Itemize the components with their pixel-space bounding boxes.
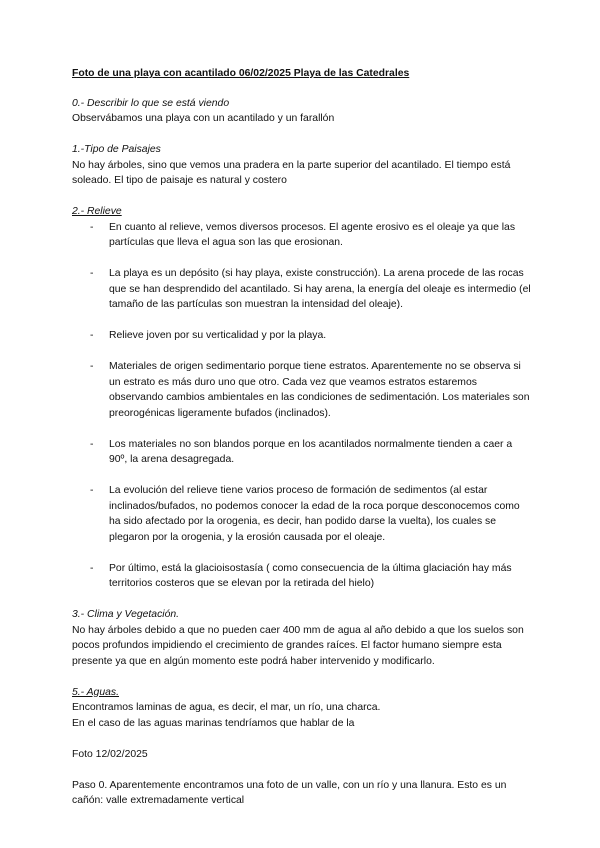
- section-aguas: [72, 685, 532, 732]
- bullet-dash: -: [90, 438, 94, 450]
- section-heading: 0.- Describir lo que se está viendo: [72, 97, 230, 109]
- section-heading: 2.- Relieve: [72, 206, 122, 217]
- relieve-list: [72, 220, 532, 592]
- bullet-dash: -: [90, 485, 94, 496]
- list-item: - Los materiales no son blandos porque en los acantilados normalmente tienden a caer a 90º, la arena desagregada.: [90, 438, 513, 465]
- section-text: Observábamos una playa con un acantilado y un farallón: [72, 113, 335, 124]
- section-text: No hay árboles, sino que vemos una pradera en la parte superior del acantilado. El tiempo está soleado. El tipo de paisaje es natural y costero: [72, 159, 511, 186]
- section-tipo-paisajes: [72, 142, 532, 189]
- section-heading: 1.-Tipo de Paisajes: [72, 144, 161, 155]
- section-clima-vegetacion: [72, 607, 532, 669]
- list-item: - La playa es un depósito (si hay playa, existe construcción). La arena procede de las rocas que se han desprendido del acantilado. Si hay arena, la energía del oleaje es intermedio (el tamaño de las partículas son muestran la intensidad del oleaje).: [90, 268, 531, 310]
- document-title: Foto de una playa con acantilado 06/02/2025 Playa de las Catedrales: [72, 68, 410, 79]
- section-describir: [72, 96, 532, 127]
- list-item: - La evolución del relieve tiene varios proceso de formación de sedimentos (al estar inclinados/bufados, no podemos conocer la edad de la roca porque desconocemos como ha sido afectado por la orogenia, es decir, han podido darse la vuelta), los cuales se plegaron por la orogenia, y la erosión causada por el oleaje.: [90, 485, 520, 543]
- bullet-dash: -: [90, 562, 94, 574]
- list-item: - Relieve joven por su verticalidad y por la playa.: [72, 328, 532, 344]
- section-heading: 3.- Clima y Vegetación.: [72, 609, 180, 620]
- paso-0-text: Paso 0. Aparentemente encontramos una foto de un valle, con un río y una llanura. Esto es un cañón: valle extremadamente vertical: [72, 779, 507, 806]
- section-text: No hay árboles debido a que no pueden caer 400 mm de agua al año debido a que los suelos son pocos profundos impidiendo el crecimiento de grandes raíces. El factor humano siempre esta presente ya que en algún momento este podrá haber intervenido y modificarlo.: [72, 624, 524, 667]
- section-relieve: [72, 204, 532, 592]
- photo-date-line: Foto 12/02/2025: [72, 748, 148, 760]
- document-body: [72, 66, 532, 809]
- bullet-dash: -: [90, 330, 94, 341]
- section-heading: 5.- Aguas.: [72, 686, 119, 698]
- section-text: Encontramos laminas de agua, es decir, el mar, un río, una charca.: [72, 702, 381, 713]
- list-item: - Por último, está la glacioisostasía ( como consecuencia de la última glaciación hay más territorios costeros que se elevan por la retirada del hielo): [90, 562, 512, 589]
- list-item: - Materiales de origen sedimentario porque tiene estratos. Aparentemente no se observa si un estrato es más duro uno que otro. Cada vez que veamos estratos estaremos observando cambios ambientales en las condiciones de sedimentación. Los materiales son preorogénicas ligeramente bufados (inclinados).: [90, 361, 530, 419]
- bullet-dash: -: [90, 221, 94, 233]
- bullet-dash: -: [90, 268, 94, 279]
- section-text: En el caso de las aguas marinas tendríamos que hablar de la: [72, 717, 355, 729]
- list-item: - En cuanto al relieve, vemos diversos procesos. El agente erosivo es el oleaje ya que las partículas que lleva el agua son las que erosionan.: [90, 221, 516, 248]
- bullet-dash: -: [90, 361, 94, 372]
